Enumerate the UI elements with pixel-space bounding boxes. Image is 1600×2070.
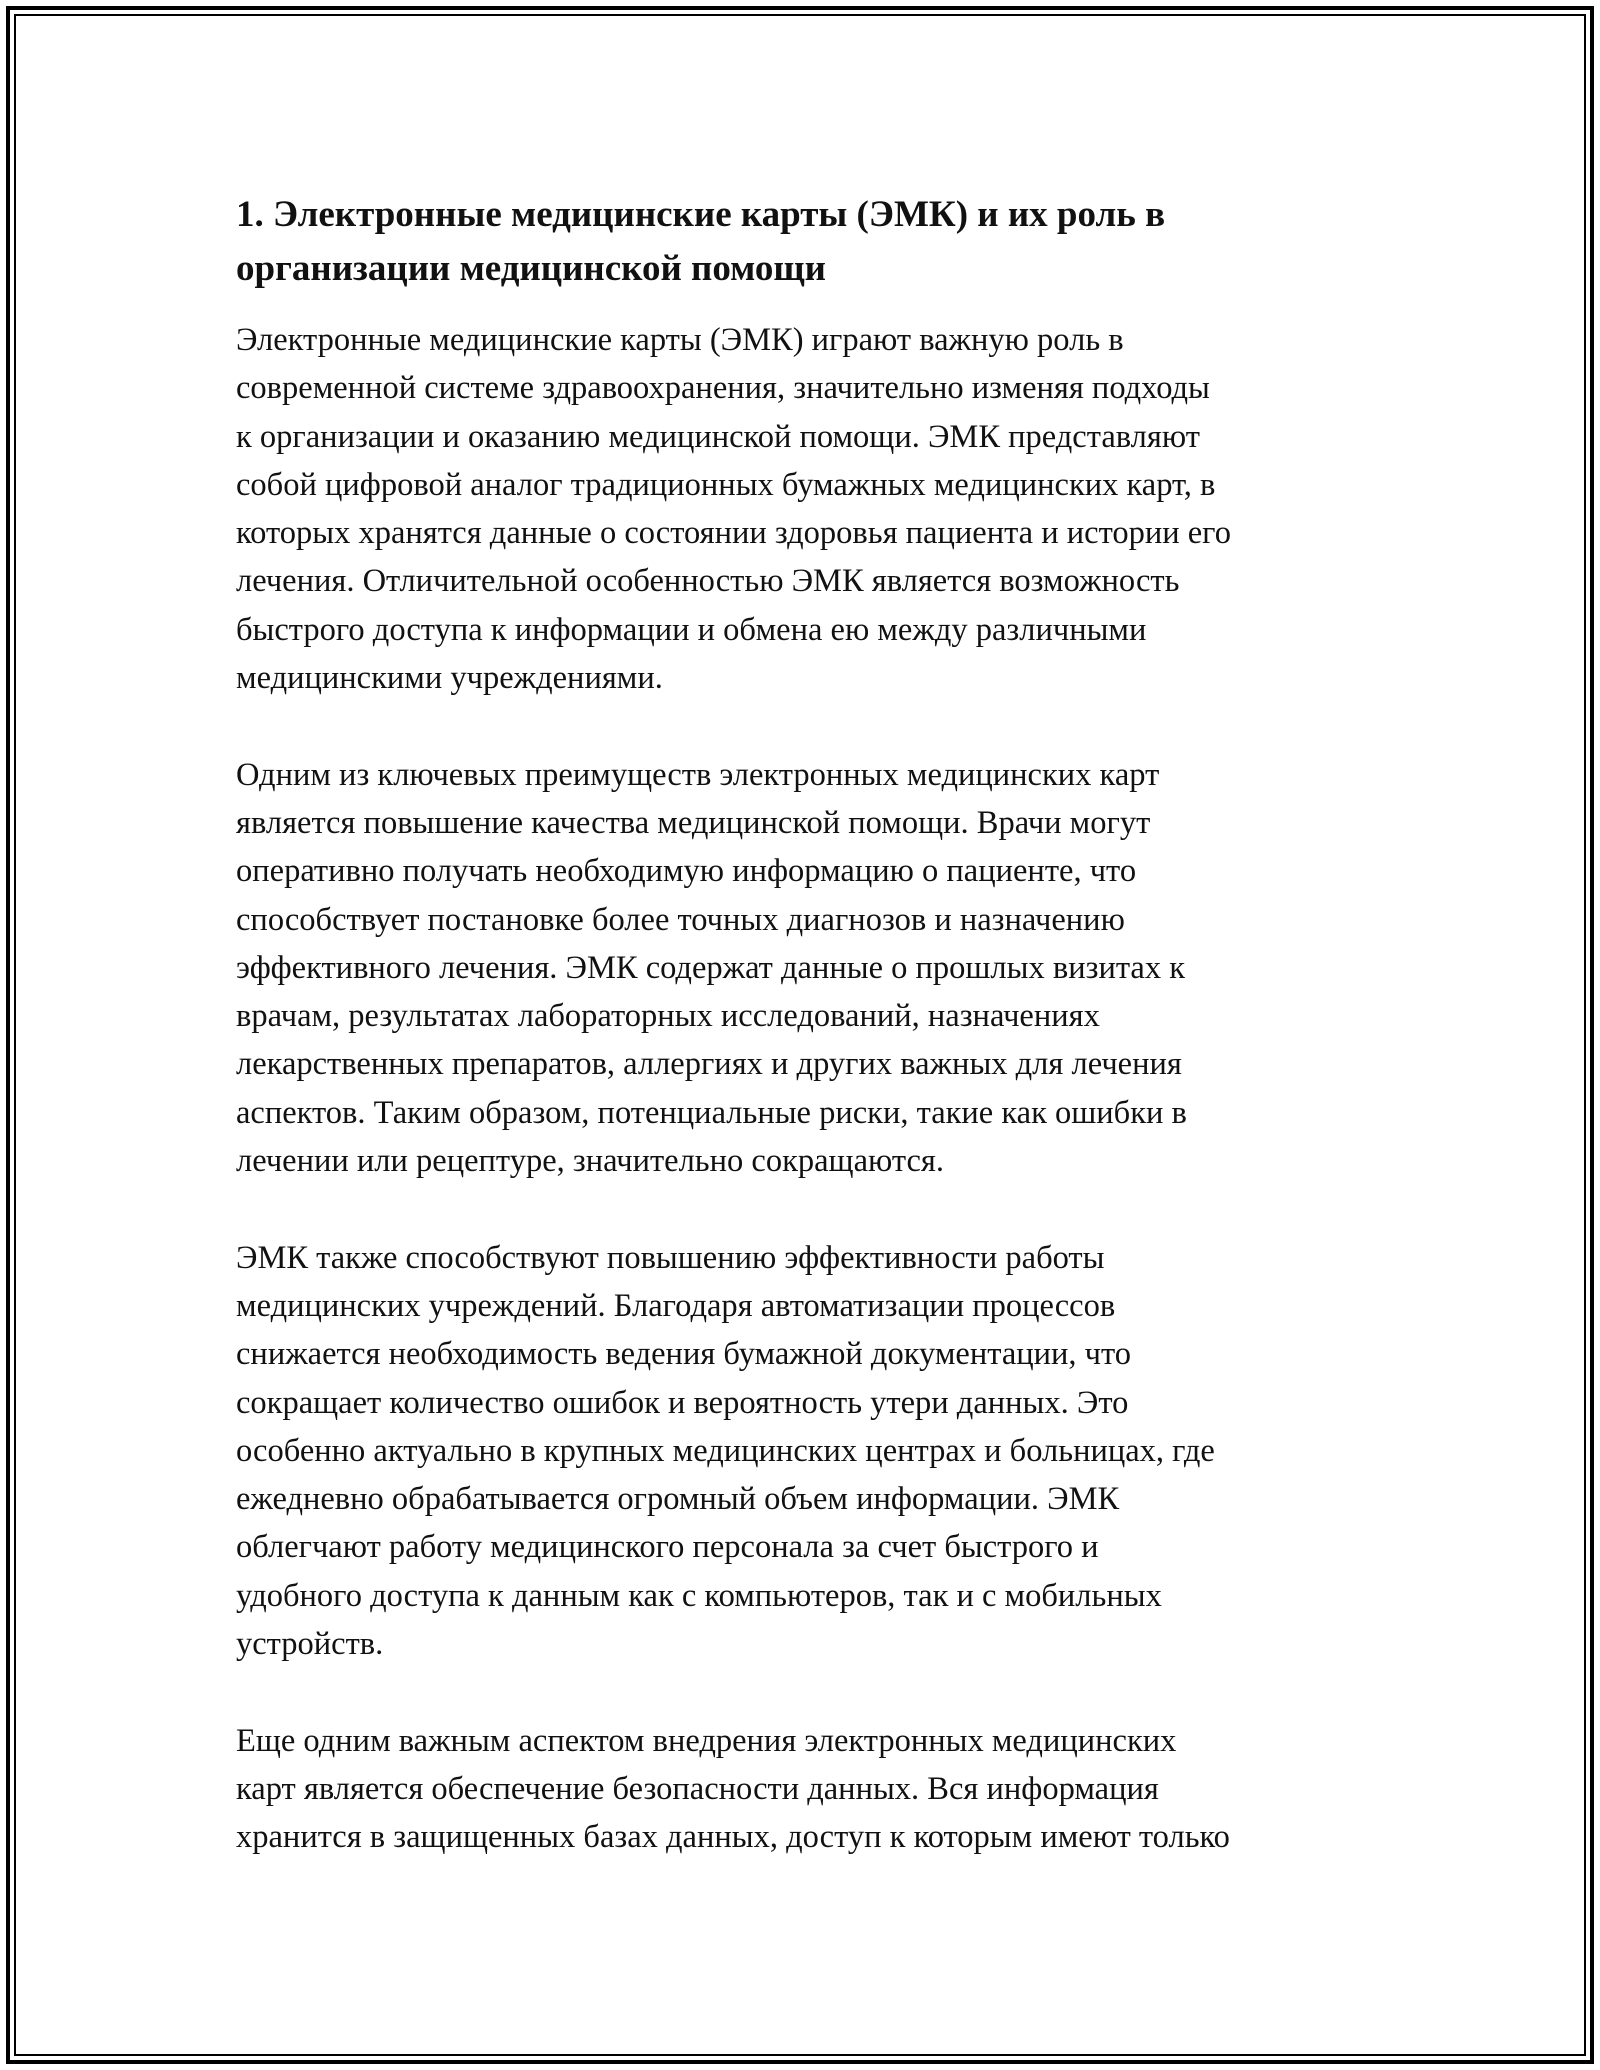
paragraph-2: [236, 751, 1376, 1186]
text-line: медицинских учреждений. Благодаря автоматизации процессов: [236, 1287, 1116, 1324]
paragraph-4: [236, 1717, 1376, 1862]
text-line: является повышение качества медицинской помощи. Врачи могут: [236, 804, 1151, 841]
text-line: снижается необходимость ведения бумажной документации, что: [236, 1336, 1132, 1373]
text-line: Одним из ключевых преимуществ электронных медицинских карт: [236, 756, 1160, 793]
text-line: облегчают работу медицинского персонала за счет быстрого и: [236, 1529, 1099, 1566]
document-body: [236, 188, 1376, 1910]
text-line: ежедневно обрабатывается огромный объем информации. ЭМК: [236, 1481, 1120, 1518]
text-line: Еще одним важным аспектом внедрения электронных медицинских: [236, 1722, 1177, 1759]
text-line: современной системе здравоохранения, значительно изменяя подходы: [236, 370, 1210, 407]
text-line: лечения. Отличительной особенностью ЭМК является возможность: [236, 563, 1180, 600]
text-line: аспектов. Таким образом, потенциальные риски, такие как ошибки в: [236, 1094, 1187, 1131]
text-line: хранится в защищенных базах данных, доступ к которым имеют только: [236, 1819, 1230, 1856]
text-line: быстрого доступа к информации и обмена ею между различными: [236, 611, 1147, 648]
text-line: устройств.: [236, 1626, 384, 1663]
text-line: оперативно получать необходимую информацию о пациенте, что: [236, 853, 1137, 890]
text-line: ЭМК также способствуют повышению эффективности работы: [236, 1239, 1105, 1276]
paragraph-3: [236, 1234, 1376, 1669]
text-line: эффективного лечения. ЭМК содержат данные о прошлых визитах к: [236, 949, 1186, 986]
text-line: лечении или рецептуре, значительно сокращаются.: [236, 1143, 944, 1180]
text-line: врачам, результатах лабораторных исследований, назначениях: [236, 998, 1100, 1035]
text-line: карт является обеспечение безопасности данных. Вся информация: [236, 1770, 1159, 1807]
text-line: лекарственных препаратов, аллергиях и других важных для лечения: [236, 1046, 1182, 1083]
text-line: которых хранятся данные о состоянии здоровья пациента и истории его: [236, 515, 1231, 552]
text-line: к организации и оказанию медицинской помощи. ЭМК представляют: [236, 418, 1200, 455]
text-line: способствует постановке более точных диагнозов и назначению: [236, 901, 1125, 938]
text-line: медицинскими учреждениями.: [236, 660, 663, 697]
text-line: собой цифровой аналог традиционных бумажных медицинских карт, в: [236, 466, 1216, 503]
heading-line: организации медицинской помощи: [236, 248, 826, 289]
section-heading: [236, 188, 1376, 296]
text-line: удобного доступа к данным как с компьютеров, так и с мобильных: [236, 1577, 1162, 1614]
text-line: сокращает количество ошибок и вероятность утери данных. Это: [236, 1384, 1129, 1421]
text-line: Электронные медицинские карты (ЭМК) играют важную роль в: [236, 322, 1124, 358]
text-line: особенно актуально в крупных медицинских центрах и больницах, где: [236, 1432, 1215, 1469]
heading-line: 1. Электронные медицинские карты (ЭМК) и их роль в: [236, 194, 1166, 235]
paragraph-1: [236, 316, 1376, 702]
